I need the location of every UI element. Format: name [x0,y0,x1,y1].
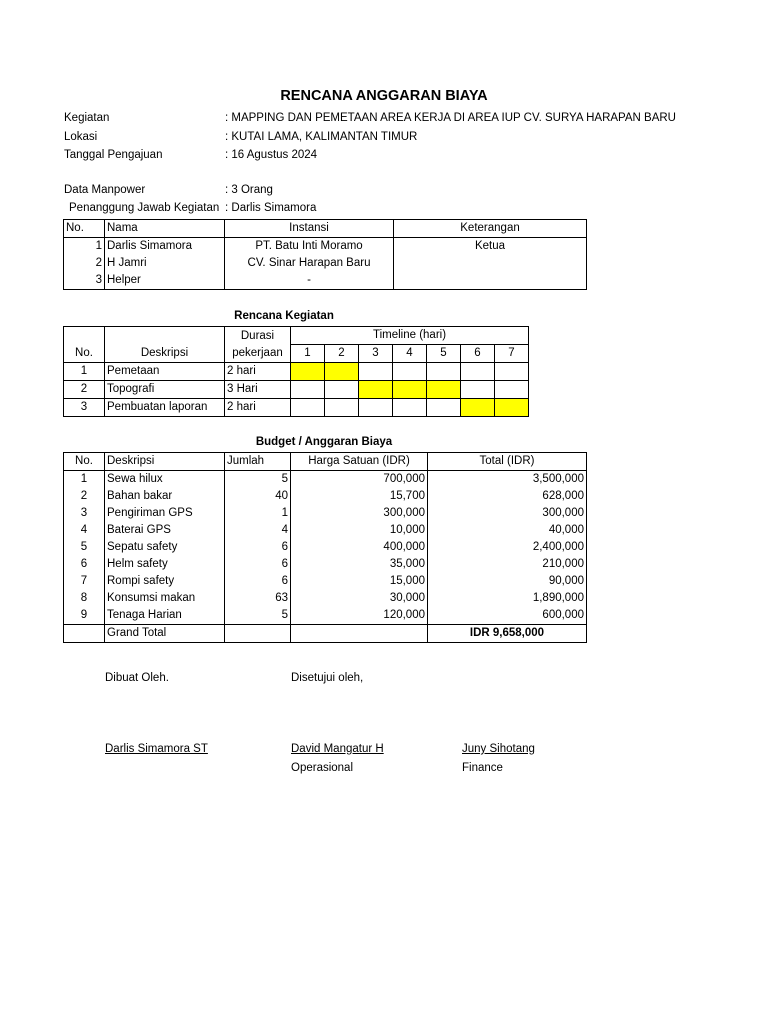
row-durasi: 2 hari [225,363,291,381]
row-jumlah: 6 [225,556,291,573]
timeline-cell-active [291,363,325,381]
header-no: No. [64,453,105,471]
manpower-table [63,219,587,290]
table-row [64,471,587,489]
table-row [64,488,587,505]
row-no: 8 [64,590,105,607]
row-no: 1 [64,471,105,489]
day-header: 5 [427,345,461,363]
info-value-kegiatan: : MAPPING DAN PEMETAAN AREA KERJA DI AREA IUP CV. SURYA HARAPAN BARU [225,112,676,124]
info-label-penanggung-jawab: Penanggung Jawab Kegiatan [69,202,220,214]
header-total: Total (IDR) [428,453,587,471]
info-value-manpower: : 3 Orang [225,184,273,196]
row-no: 6 [64,556,105,573]
table-row [64,590,587,607]
table-row [64,381,529,399]
row-jumlah: 6 [225,539,291,556]
table-row [64,607,587,625]
row-deskripsi: Sepatu safety [105,539,225,556]
timeline-cell [461,381,495,399]
row-deskripsi: Pembuatan laporan [105,399,225,417]
row-deskripsi: Pengiriman GPS [105,505,225,522]
row-jumlah: 40 [225,488,291,505]
row-no: 2 [64,381,105,399]
table-row [64,255,587,272]
row-harga-satuan: 120,000 [291,607,428,625]
info-value-penanggung-jawab: : Darlis Simamora [225,202,317,214]
row-harga-satuan: 15,700 [291,488,428,505]
header-no: No. [64,220,105,238]
header-durasi-2: pekerjaan [225,345,291,363]
info-label-tanggal: Tanggal Pengajuan [64,149,163,161]
row-harga-satuan: 10,000 [291,522,428,539]
row-deskripsi: Rompi safety [105,573,225,590]
signer-name: David Mangatur H [291,743,384,755]
header-nama: Nama [105,220,225,238]
timeline-cell [495,381,529,399]
header-timeline: Timeline (hari) [291,327,529,345]
timeline-cell-active [393,381,427,399]
timeline-cell [427,363,461,381]
budget-title: Budget / Anggaran Biaya [255,436,393,448]
signer-name: Juny Sihotang [462,743,535,755]
row-deskripsi: Tenaga Harian [105,607,225,625]
signer-role: Operasional [291,762,354,774]
timeline-cell [393,363,427,381]
document-title: RENCANA ANGGARAN BIAYA [280,88,488,104]
header-deskripsi: Deskripsi [105,453,225,471]
row-deskripsi: Helm safety [105,556,225,573]
row-no: 3 [64,272,105,290]
info-value-lokasi: : KUTAI LAMA, KALIMANTAN TIMUR [225,131,418,143]
signer-role: Finance [462,762,503,774]
grand-total-label: Grand Total [105,625,225,643]
row-no: 1 [64,238,105,256]
row-no: 2 [64,488,105,505]
row-nama: Darlis Simamora [105,238,225,256]
row-durasi: 3 Hari [225,381,291,399]
row-harga-satuan: 15,000 [291,573,428,590]
row-total: 210,000 [428,556,587,573]
header-keterangan: Keterangan [394,220,587,238]
row-no: 3 [64,505,105,522]
day-header: 2 [325,345,359,363]
row-deskripsi: Sewa hilux [105,471,225,489]
row-deskripsi: Konsumsi makan [105,590,225,607]
row-instansi: CV. Sinar Harapan Baru [225,255,394,272]
row-total: 1,890,000 [428,590,587,607]
timeline-cell [325,381,359,399]
info-label-lokasi: Lokasi [64,131,98,143]
row-no: 2 [64,255,105,272]
table-row [64,505,587,522]
row-harga-satuan: 30,000 [291,590,428,607]
row-keterangan [394,255,587,272]
table-row [64,272,587,290]
row-jumlah: 6 [225,573,291,590]
timeline-cell [393,399,427,417]
table-row [64,399,529,417]
row-instansi: PT. Batu Inti Moramo [225,238,394,256]
dibuat-oleh-label: Dibuat Oleh. [105,672,169,684]
timeline-cell [291,381,325,399]
row-total: 40,000 [428,522,587,539]
day-header: 6 [461,345,495,363]
row-nama: Helper [105,272,225,290]
timeline-cell [359,363,393,381]
row-durasi: 2 hari [225,399,291,417]
header-jumlah: Jumlah [225,453,291,471]
row-harga-satuan: 700,000 [291,471,428,489]
row-no: 1 [64,363,105,381]
timeline-cell [359,399,393,417]
row-total: 2,400,000 [428,539,587,556]
row-keterangan: Ketua [394,238,587,256]
row-no: 4 [64,522,105,539]
row-jumlah: 5 [225,607,291,625]
table-header-row [64,345,529,363]
timeline-cell [427,399,461,417]
day-header: 4 [393,345,427,363]
budget-table [63,452,587,643]
row-keterangan [394,272,587,290]
table-header-row [64,327,529,345]
table-row [64,539,587,556]
table-header-row [64,453,587,471]
row-deskripsi: Bahan bakar [105,488,225,505]
timeline-cell-active [359,381,393,399]
header-no: No. [64,345,105,363]
kegiatan-title: Rencana Kegiatan [234,310,334,322]
table-row [64,573,587,590]
table-row [64,363,529,381]
row-jumlah: 1 [225,505,291,522]
row-instansi: - [225,272,394,290]
table-header-row [64,220,587,238]
info-label-manpower: Data Manpower [64,184,146,196]
timeline-cell [291,399,325,417]
timeline-cell-active [427,381,461,399]
timeline-cell [495,363,529,381]
table-row [64,238,587,256]
row-total: 628,000 [428,488,587,505]
timeline-cell [461,363,495,381]
row-no: 9 [64,607,105,625]
row-total: 3,500,000 [428,471,587,489]
row-deskripsi: Baterai GPS [105,522,225,539]
row-harga-satuan: 35,000 [291,556,428,573]
row-harga-satuan: 300,000 [291,505,428,522]
row-total: 90,000 [428,573,587,590]
kegiatan-table [63,326,529,417]
header-instansi: Instansi [225,220,394,238]
row-no: 3 [64,399,105,417]
row-nama: H Jamri [105,255,225,272]
row-deskripsi: Pemetaan [105,363,225,381]
disetujui-oleh-label: Disetujui oleh, [291,672,364,684]
grand-total-value: IDR 9,658,000 [428,625,587,643]
row-no: 7 [64,573,105,590]
header-deskripsi: Deskripsi [105,345,225,363]
day-header: 1 [291,345,325,363]
row-harga-satuan: 400,000 [291,539,428,556]
row-deskripsi: Topografi [105,381,225,399]
table-row [64,522,587,539]
day-header: 7 [495,345,529,363]
header-harga-satuan: Harga Satuan (IDR) [291,453,428,471]
row-total: 300,000 [428,505,587,522]
timeline-cell-active [461,399,495,417]
info-label-kegiatan: Kegiatan [64,112,110,124]
timeline-cell-active [495,399,529,417]
row-jumlah: 4 [225,522,291,539]
info-value-tanggal: : 16 Agustus 2024 [225,149,318,161]
timeline-cell [325,399,359,417]
grand-total-row [64,625,587,643]
header-durasi-1: Durasi [225,327,291,345]
table-row [64,556,587,573]
row-total: 600,000 [428,607,587,625]
signer-name: Darlis Simamora ST [105,743,208,755]
row-no: 5 [64,539,105,556]
day-header: 3 [359,345,393,363]
row-jumlah: 63 [225,590,291,607]
row-jumlah: 5 [225,471,291,489]
timeline-cell-active [325,363,359,381]
